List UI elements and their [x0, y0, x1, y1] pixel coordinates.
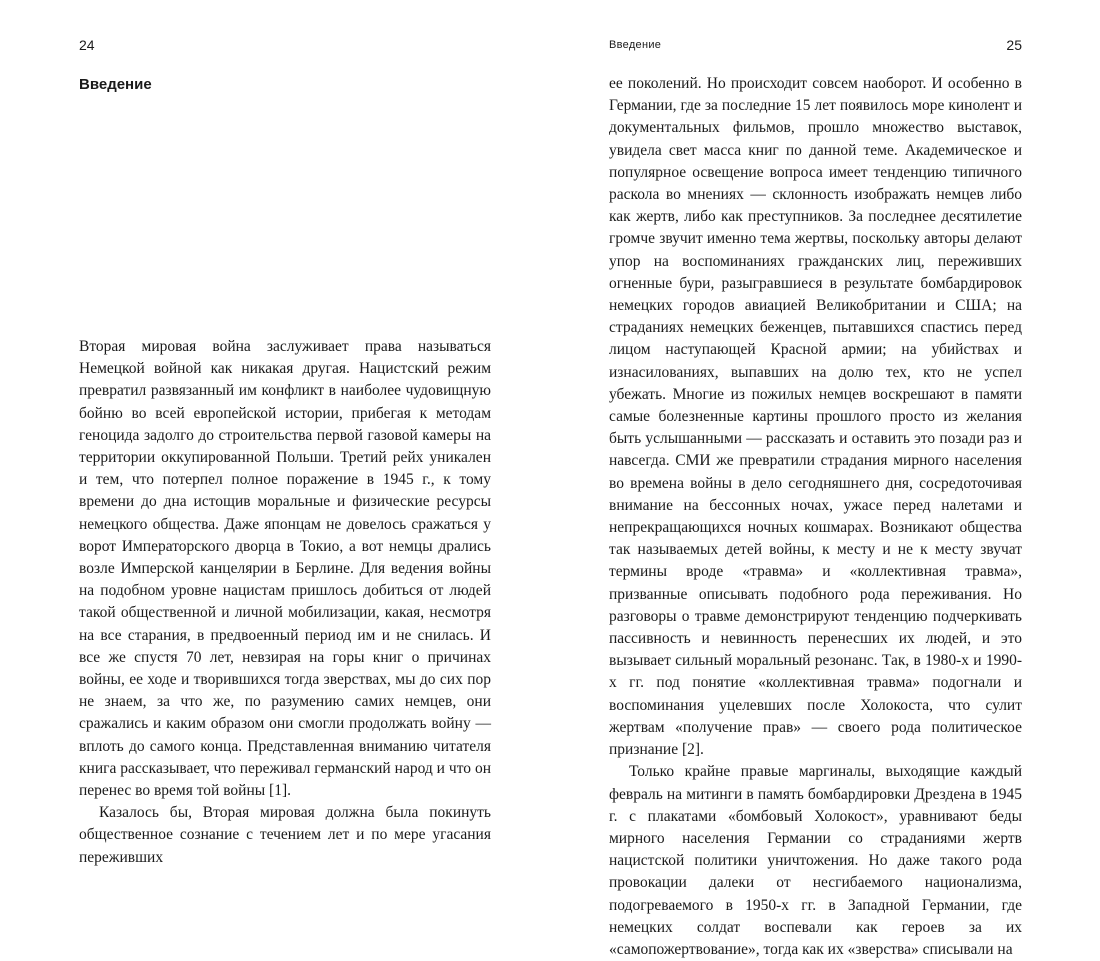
- running-head: Введение: [609, 39, 662, 51]
- page-number: 24: [79, 37, 95, 53]
- paragraph: Вторая мировая война заслуживает права называться Немецкой войной как никакая другая. Нацистский режим превратил развязанный им конфликт в наиболее чудовищную бойню во всей европейской истории, прибегая к методам геноцида задолго до строительства первой газовой камеры на территории оккупированной Польши. Третий рейх уникален и тем, что потерпел полное поражение в 1945 г., к тому времени до дна истощив моральные и физические ресурсы немецкого общества. Даже японцам не довелось сражаться у ворот Императорского дворца в Токио, а вот немцы дрались возле Имперской канцелярии в Берлине. Для ведения войны на подобном уровне нацистам пришлось добиться от людей такой общественной и личной мобилизации, какая, несмотря на все старания, в предвоенный период им и не снилась. И все же спустя 70 лет, невзирая на горы книг о причинах войны, ее ходе и творившихся тогда зверствах, мы до сих пор не знаем, за что же, по разумению самих немцев, они сражались и каким образом они смогли продолжать войну — вплоть до самого конца. Представленная вниманию читателя книга рассказывает, что переживал германский народ и что он перенес во время той войны [1].: [79, 338, 491, 800]
- paragraph: Казалось бы, Вторая мировая должна была покинуть общественное сознание с течением лет и по мере угасания переживших: [79, 804, 491, 866]
- right-page: [550, 0, 1100, 958]
- paragraph: Только крайне правые маргиналы, выходящие каждый февраль на митинги в память бомбардировки Дрездена в 1945 г. с плакатами «бомбовый Холокост», уравнивают беды мирного населения Германии со страданиями жертв нацистской политики уничтожения. Но даже такого рода провокации далеки от несгибаемого национализма, подогреваемого в 1950-х гг. в Западной Германии, где немецких солдат воспевали как героев за их «самопожертвование», тогда как их «зверства» списывали на: [609, 763, 1022, 958]
- chapter-title: Введение: [79, 76, 152, 93]
- body-text: [609, 73, 1022, 961]
- body-text: [79, 336, 491, 869]
- paragraph: ее поколений. Но происходит совсем наоборот. И особенно в Германии, где за последние 15 лет появилось море кинолент и документальных фильмов, прошло множество выставок, увидела свет масса книг по данной теме. Академическое и популярное освещение вопроса имеет тенденцию типичного раскола во мнениях — склонность изображать немцев либо как жертв, либо как преступников. За последнее десятилетие громче звучит именно тема жертвы, поскольку авторы делают упор на воспоминаниях гражданских лиц, переживших огненные бури, разыгравшиеся в результате бомбардировок немецких городов авиацией Великобритании и США; на страданиях немецких беженцев, пытавшихся спастись перед лицом наступающей Красной армии; на убийствах и изнасилованиях, выпавших на долю тех, кто не успел убежать. Многие из пожилых немцев воскрешают в памяти самые болезненные картины прошлого просто из желания быть услышанными — рассказать и оставить это позади раз и навсегда. СМИ же превратили страдания мирного населения во времена войны в дело сегодняшнего дня, сосредоточивая внимание на бессонных ночах, ужасе перед налетами и непрекращающихся ночных кошмарах. Возникают общества так называемых детей войны, к месту и не к месту звучат термины вроде «травма» и «коллективная травма», призванные описывать подобного рода переживания. Но разговоры о травме демонстрируют тенденцию подчеркивать пассивность и невинность перенесших их людей, и это вызывает сильный моральный резонанс. Так, в 1980-х и 1990-х гг. под понятие «коллективная травма» подогнали и воспоминания уцелевших после Холокоста, что сулит жертвам «получение прав» — своего рода политическое признание [2].: [609, 75, 1022, 759]
- page-number: 25: [1006, 37, 1022, 53]
- left-page: [0, 0, 550, 866]
